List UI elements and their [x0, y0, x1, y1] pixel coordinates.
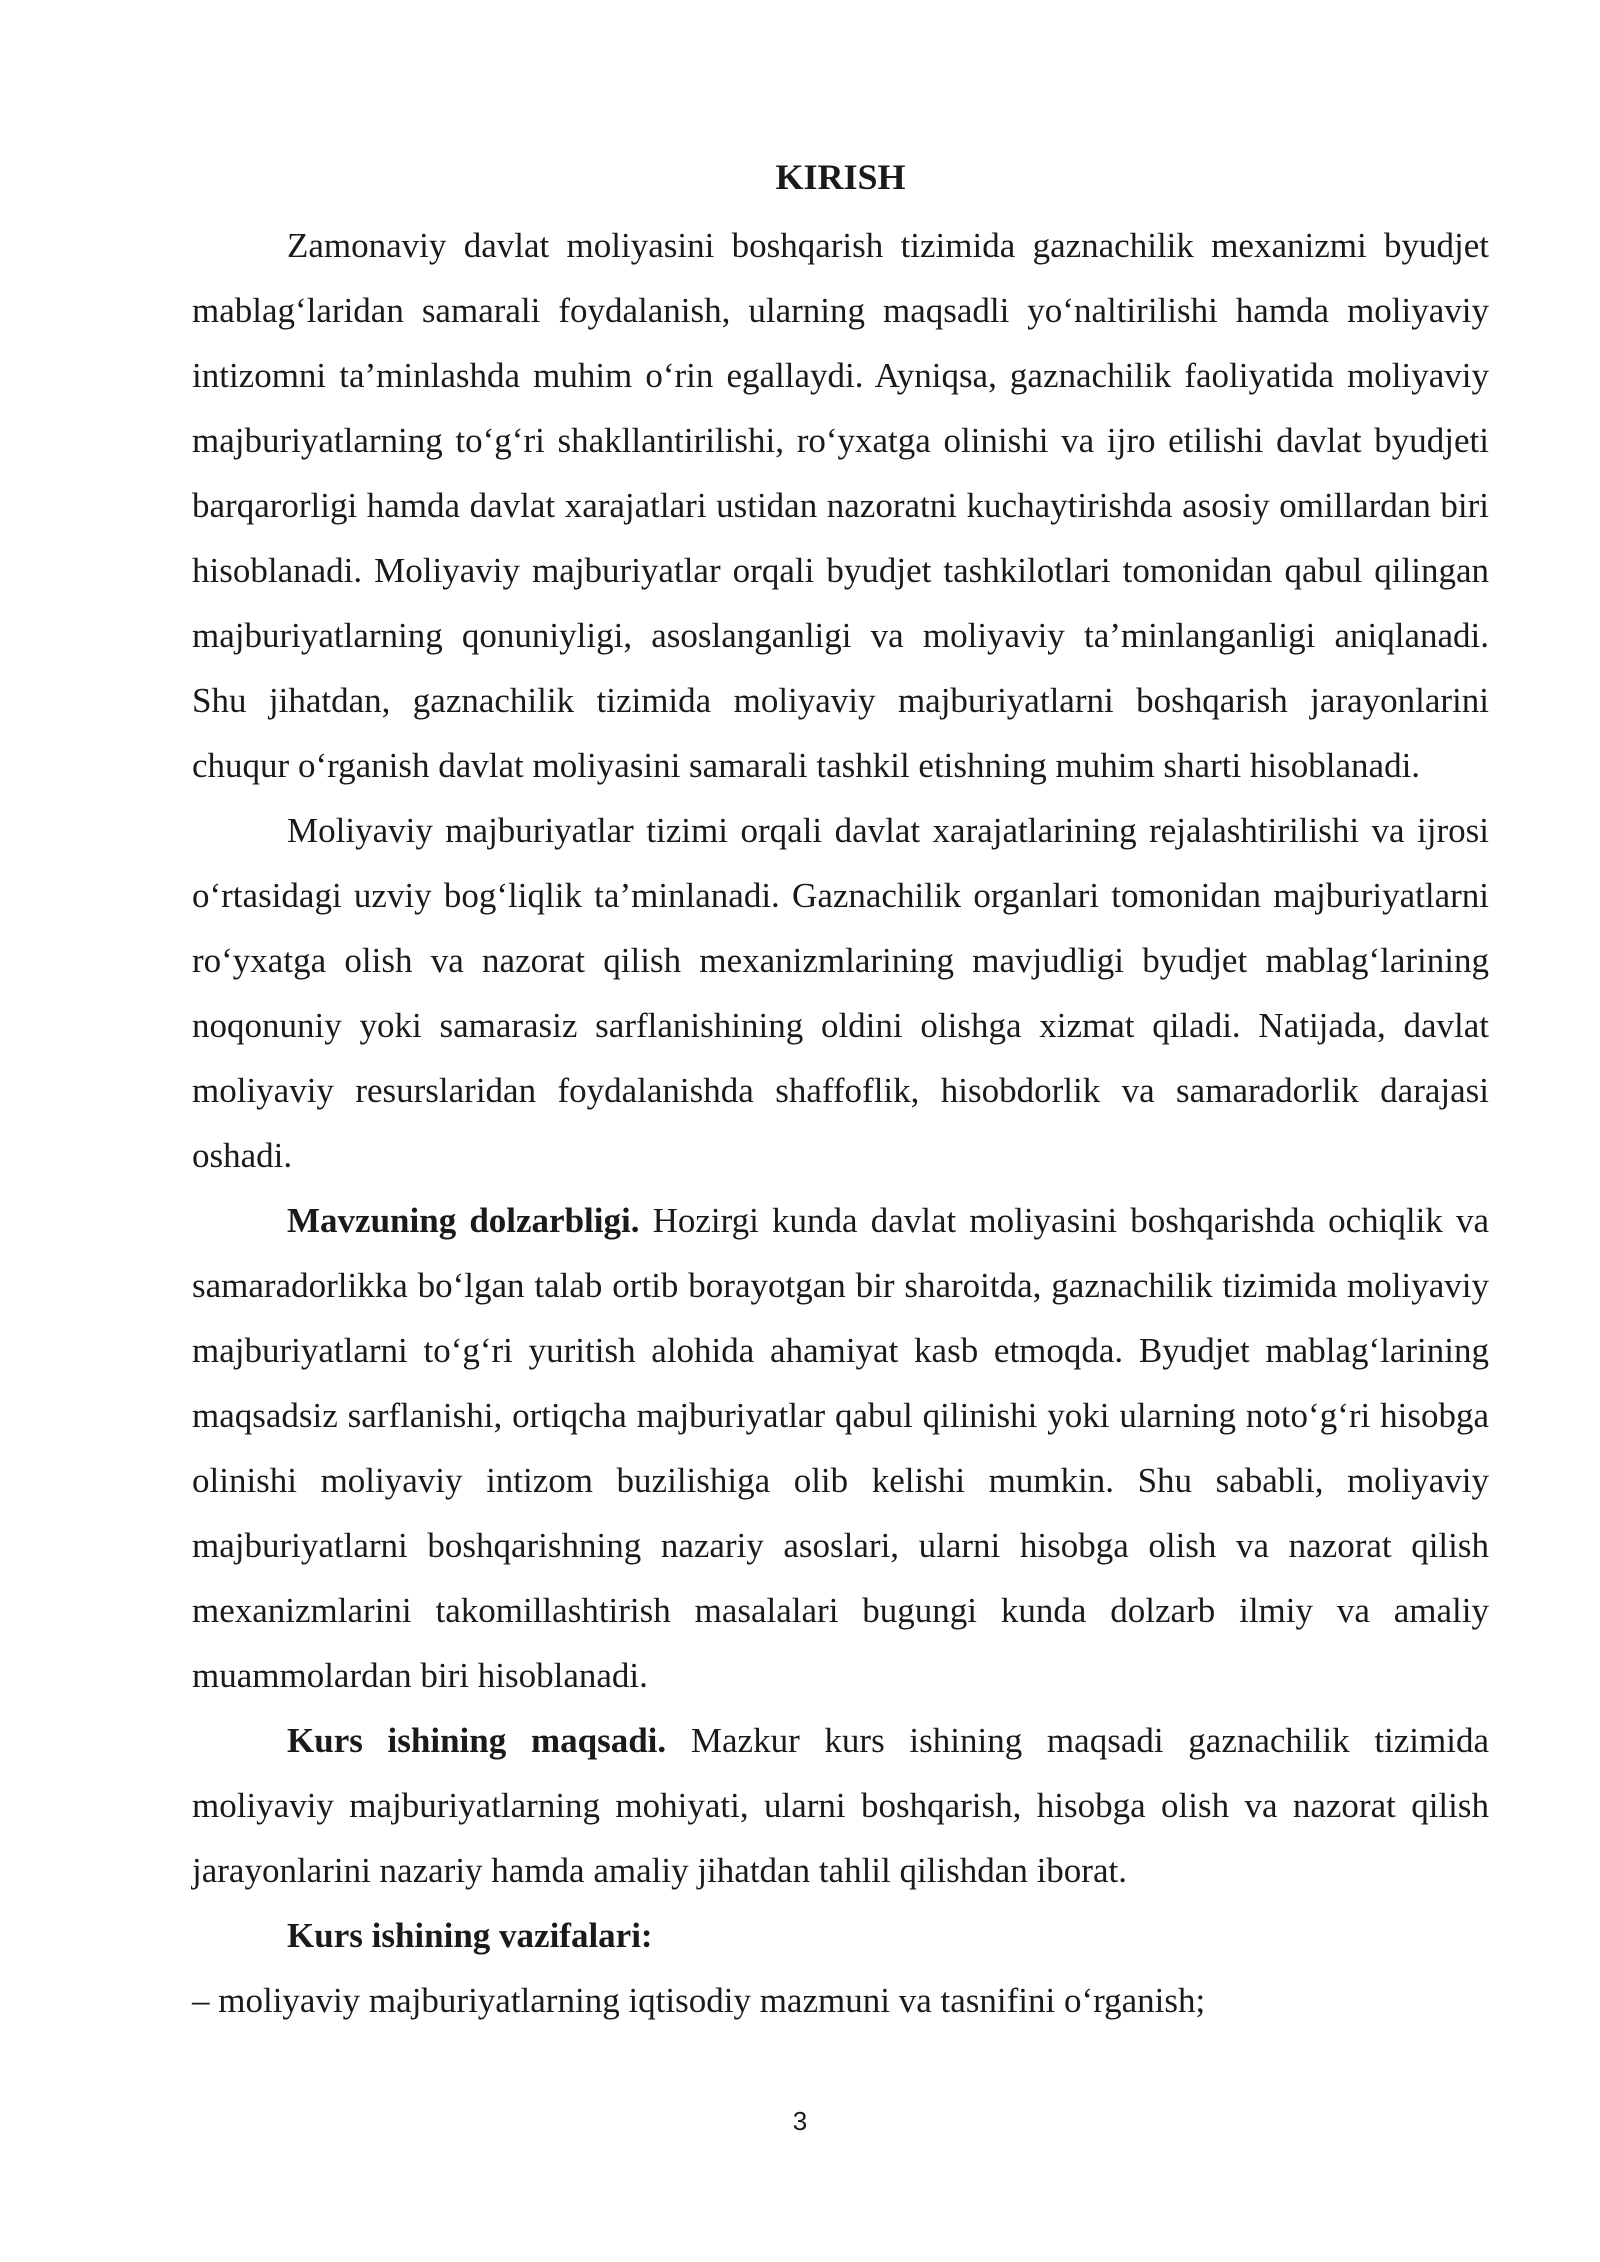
goal-label: Kurs ishining maqsadi. — [287, 1721, 667, 1760]
page-title: KIRISH — [775, 157, 906, 197]
intro-paragraph-2: Moliyaviy majburiyatlar tizimi orqali davlat xarajatlarining rejalashtirilishi va ijrosi o‘rtasidagi uzviy bog‘liqlik ta’minlanadi. Gaznachilik organlari tomonidan majburiyatlarni ro‘yxatga olish va nazorat qilish mexanizmlarining mavjudligi byudjet mablag‘larining noqonuniy yoki samarasiz sarflanishining oldini olishga xizmat qiladi. Natijada, davlat moliyaviy resurslaridan foydalanishda shaffoflik, hisobdorlik va samaradorlik darajasi oshadi. — [192, 811, 1489, 1175]
page-content — [192, 147, 1489, 2033]
goal-paragraph — [192, 1708, 1489, 1903]
relevance-text: Hozirgi kunda davlat moliyasini boshqarishda ochiqlik va samaradorlikka bo‘lgan talab ortib borayotgan bir sharoitda, gaznachilik tizimida moliyaviy majburiyatlarni to‘g‘ri yuritish alohida ahamiyat kasb etmoqda. Byudjet mablag‘larining maqsadsiz sarflanishi, ortiqcha majburiyatlar qabul qilinishi yoki ularning noto‘g‘ri hisobga olinishi moliyaviy intizom buzilishiga olib kelishi mumkin. Shu sababli, moliyaviy majburiyatlarni boshqarishning nazariy asoslari, ularni hisobga olish va nazorat qilish mexanizmlarini takomillashtirish masalalari bugungi kunda dolzarb ilmiy va amaliy muammolardan biri hisoblanadi. — [192, 1201, 1489, 1695]
relevance-paragraph — [192, 1188, 1489, 1708]
page-number: 3 — [792, 2106, 808, 2136]
task-item: – moliyaviy majburiyatlarning iqtisodiy mazmuni va tasnifini o‘rganish; — [192, 1981, 1206, 2020]
goal-text: Mazkur kurs ishining maqsadi gaznachilik tizimida moliyaviy majburiyatlarning mohiyati, ularni boshqarish, hisobga olish va nazorat qilish jarayonlarini nazariy hamda amaliy jihatdan tahlil qilishdan iborat. — [192, 1721, 1490, 1890]
relevance-label: Mavzuning dolzarbligi. — [287, 1201, 640, 1240]
intro-paragraph-1: Zamonaviy davlat moliyasini boshqarish tizimida gaznachilik mexanizmi byudjet mablag‘laridan samarali foydalanish, ularning maqsadli yo‘naltirilishi hamda moliyaviy intizomni ta’minlashda muhim o‘rin egallaydi. Ayniqsa, gaznachilik faoliyatida moliyaviy majburiyatlarning to‘g‘ri shakllantirilishi, ro‘yxatga olinishi va ijro etilishi davlat byudjeti barqarorligi hamda davlat xarajatlari ustidan nazoratni kuchaytirishda asosiy omillardan biri hisoblanadi. Moliyaviy majburiyatlar orqali byudjet tashkilotlari tomonidan qabul qilingan majburiyatlarning qonuniyligi, asoslanganligi va moliyaviy ta’minlanganligi aniqlanadi. Shu jihatdan, gaznachilik tizimida moliyaviy majburiyatlarni boshqarish jarayonlarini chuqur o‘rganish davlat moliyasini samarali tashkil etishning muhim sharti hisoblanadi. — [192, 226, 1489, 785]
tasks-heading: Kurs ishining vazifalari: — [287, 1916, 653, 1955]
